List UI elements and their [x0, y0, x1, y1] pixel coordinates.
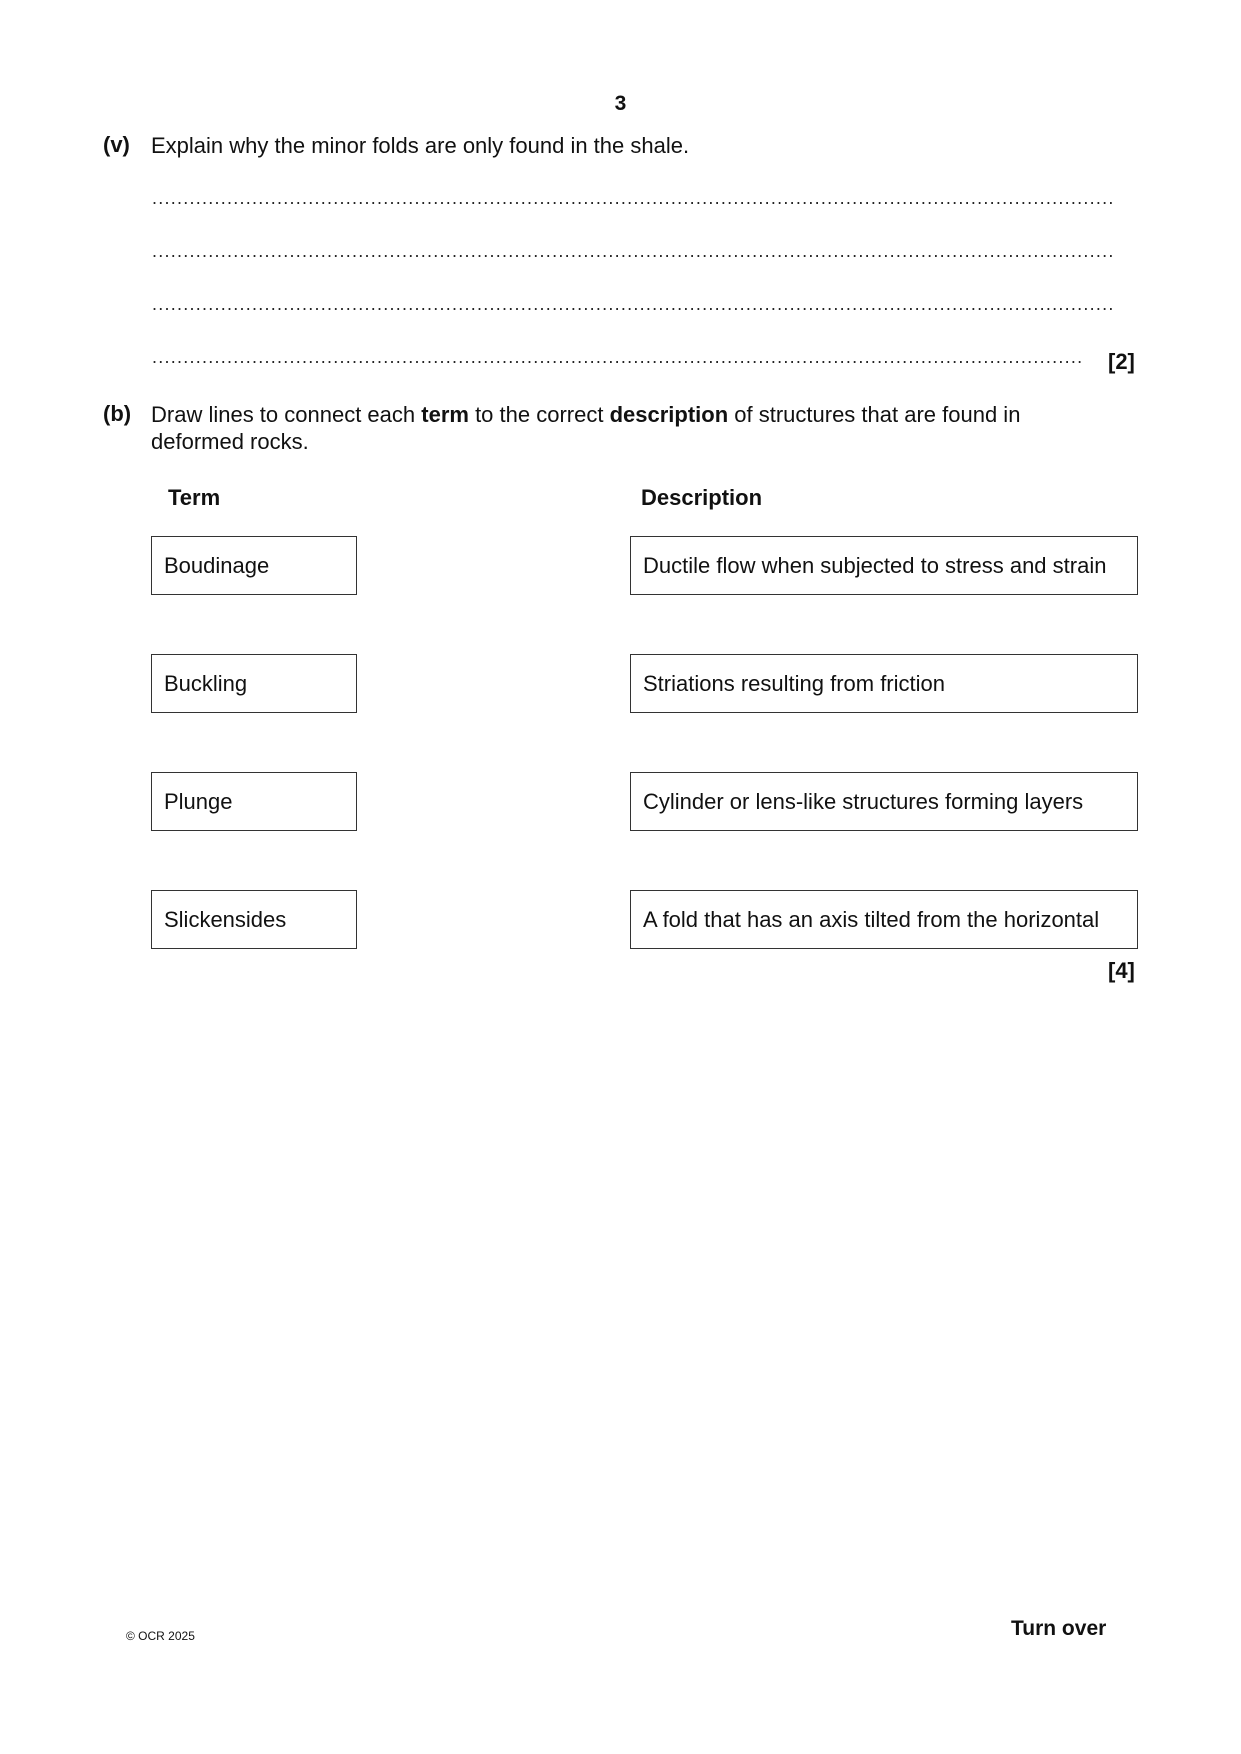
- term-box-boudinage[interactable]: Boudinage: [151, 536, 357, 595]
- question-b-line-2: deformed rocks.: [151, 429, 309, 454]
- description-box-4[interactable]: A fold that has an axis tilted from the horizontal: [630, 890, 1138, 949]
- question-b-text-part: Draw lines to connect each: [151, 402, 422, 427]
- answer-line-4[interactable]: .....................................................................................................................................................: [152, 347, 1084, 367]
- question-b-text-part: to the correct: [468, 402, 610, 427]
- description-box-1[interactable]: Ductile flow when subjected to stress and strain: [630, 536, 1138, 595]
- question-b-text: [151, 401, 1111, 455]
- description-box-3[interactable]: Cylinder or lens-like structures forming layers: [630, 772, 1138, 831]
- term-box-slickensides[interactable]: Slickensides: [151, 890, 357, 949]
- question-b-line-1: [151, 401, 1111, 428]
- answer-line-1[interactable]: ..........................................................................................................................................................: [152, 188, 1115, 208]
- term-box-plunge[interactable]: Plunge: [151, 772, 357, 831]
- question-b-marks: [4]: [1108, 958, 1135, 983]
- keyword-term: term: [421, 402, 469, 427]
- turn-over-label: Turn over: [1011, 1617, 1107, 1640]
- term-column-header: Term: [168, 485, 221, 510]
- answer-line-2[interactable]: ..........................................................................................................................................................: [152, 241, 1115, 261]
- question-b-label: (b): [103, 401, 132, 426]
- copyright-notice: © OCR 2025: [126, 1629, 195, 1643]
- answer-line-3[interactable]: ..........................................................................................................................................................: [152, 294, 1115, 314]
- question-v-text: Explain why the minor folds are only found in the shale.: [151, 133, 690, 158]
- question-b-text-part: of structures that are found in: [728, 402, 1021, 427]
- keyword-description: description: [609, 402, 729, 427]
- description-box-2[interactable]: Striations resulting from friction: [630, 654, 1138, 713]
- question-v-marks: [2]: [1108, 349, 1135, 374]
- page-number: 3: [614, 92, 627, 115]
- term-box-buckling[interactable]: Buckling: [151, 654, 357, 713]
- question-v-label: (v): [103, 132, 130, 157]
- description-column-header: Description: [641, 485, 763, 510]
